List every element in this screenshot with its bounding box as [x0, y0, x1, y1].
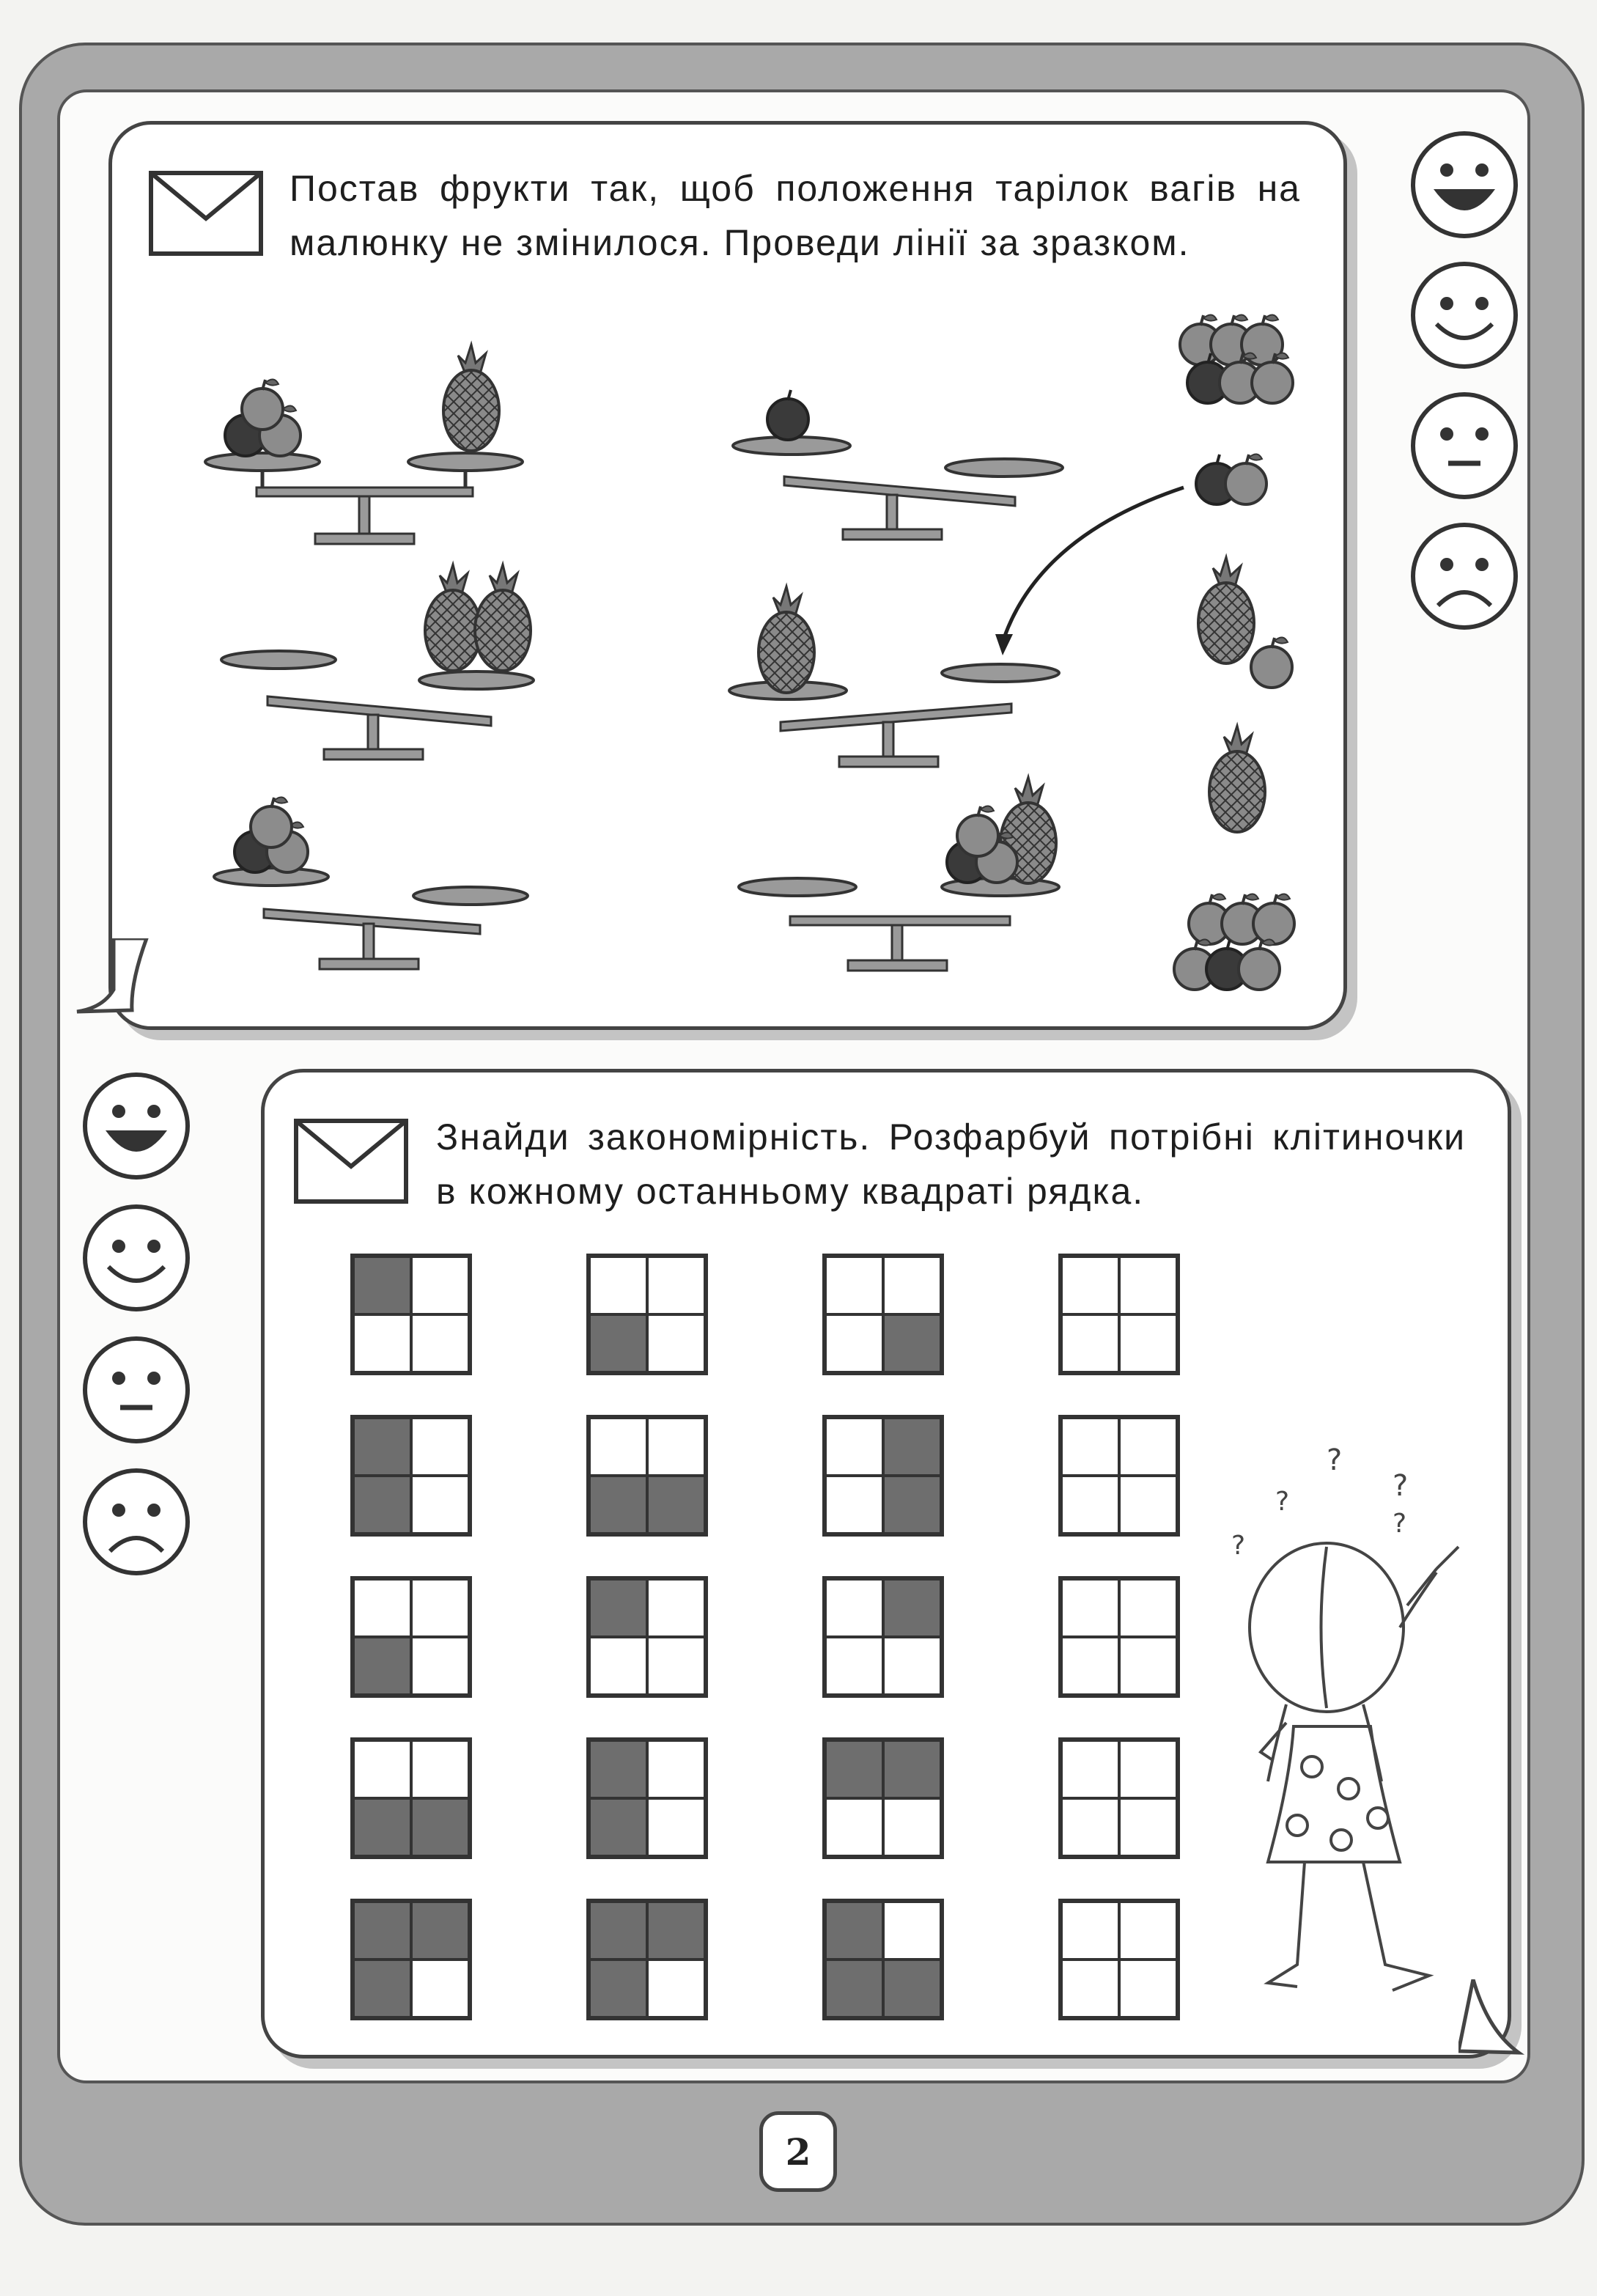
pattern-square	[822, 1899, 944, 2020]
grid-cell	[589, 1256, 647, 1314]
grid-cell[interactable]	[1119, 1740, 1177, 1798]
grid-cell	[647, 1256, 705, 1314]
page-number: 2	[785, 2130, 811, 2174]
grid-cell	[883, 1637, 941, 1695]
sad-face-icon[interactable]	[1409, 520, 1520, 632]
grid-cell	[647, 1902, 705, 1960]
grid-cell	[883, 1418, 941, 1476]
laughing-face-icon[interactable]	[81, 1070, 192, 1182]
grid-cell	[353, 1256, 411, 1314]
grid-cell	[353, 1476, 411, 1534]
grid-cell	[589, 1579, 647, 1637]
grid-cell	[411, 1418, 469, 1476]
grid-cell	[825, 1960, 883, 2017]
pattern-square	[350, 1415, 472, 1537]
answer-square[interactable]	[1058, 1415, 1180, 1537]
pattern-square	[586, 1415, 708, 1537]
scale-2	[221, 564, 534, 759]
grid-cell	[411, 1902, 469, 1960]
grid-cell	[825, 1256, 883, 1314]
grid-cell[interactable]	[1061, 1418, 1119, 1476]
neutral-face-icon[interactable]	[1409, 390, 1520, 501]
grid-cell[interactable]	[1119, 1314, 1177, 1372]
pattern-square	[350, 1737, 472, 1859]
pattern-square	[822, 1576, 944, 1698]
grid-cell	[825, 1902, 883, 1960]
grid-cell	[353, 1960, 411, 2017]
grid-cell	[411, 1740, 469, 1798]
grid-cell	[883, 1476, 941, 1534]
grid-cell	[883, 1960, 941, 2017]
grid-cell	[589, 1798, 647, 1856]
grid-cell	[825, 1740, 883, 1798]
grid-cell[interactable]	[1119, 1418, 1177, 1476]
grid-cell	[647, 1960, 705, 2017]
grid-cell	[647, 1637, 705, 1695]
grid-cell	[411, 1314, 469, 1372]
grid-cell[interactable]	[1061, 1476, 1119, 1534]
grid-cell	[825, 1314, 883, 1372]
grid-cell[interactable]	[1061, 1740, 1119, 1798]
svg-text:?: ?	[1393, 1469, 1409, 1503]
grid-cell[interactable]	[1061, 1314, 1119, 1372]
pattern-square	[350, 1576, 472, 1698]
grid-cell	[589, 1637, 647, 1695]
laughing-face-icon[interactable]	[1409, 129, 1520, 240]
grid-cell	[411, 1256, 469, 1314]
girl-illustration	[1217, 1437, 1488, 2016]
grid-cell	[647, 1579, 705, 1637]
svg-text:?: ?	[1393, 1509, 1407, 1539]
grid-cell	[353, 1637, 411, 1695]
grid-cell	[411, 1579, 469, 1637]
pattern-square	[586, 1899, 708, 2020]
scale-4	[733, 390, 1063, 540]
pattern-square	[822, 1737, 944, 1859]
grid-cell	[411, 1798, 469, 1856]
pattern-square	[350, 1254, 472, 1375]
task2-instruction: Знайди закономірність. Розфарбуй потрібні клітиночки в кожному останньому квадраті рядка.	[436, 1116, 1466, 1212]
grid-cell	[647, 1476, 705, 1534]
grid-cell[interactable]	[1061, 1256, 1119, 1314]
envelope-icon	[293, 1118, 409, 1204]
scale-1	[205, 345, 523, 544]
pattern-square	[586, 1576, 708, 1698]
scale-5	[729, 586, 1059, 767]
grid-cell	[411, 1476, 469, 1534]
smiling-face-icon[interactable]	[81, 1202, 192, 1314]
grid-cell	[883, 1902, 941, 1960]
grid-cell	[647, 1798, 705, 1856]
grid-cell	[589, 1418, 647, 1476]
svg-text:?: ?	[1275, 1487, 1290, 1517]
answer-square[interactable]	[1058, 1737, 1180, 1859]
grid-cell	[883, 1314, 941, 1372]
answer-square[interactable]	[1058, 1254, 1180, 1375]
grid-cell[interactable]	[1061, 1960, 1119, 2017]
answer-square[interactable]	[1058, 1899, 1180, 2020]
grid-cell	[353, 1798, 411, 1856]
fruit-options	[1174, 314, 1294, 990]
grid-cell	[589, 1314, 647, 1372]
grid-cell[interactable]	[1119, 1476, 1177, 1534]
grid-cell[interactable]	[1119, 1798, 1177, 1856]
grid-cell	[647, 1418, 705, 1476]
scales-illustration	[198, 301, 1312, 1004]
page-number-box	[759, 2111, 837, 2192]
grid-cell[interactable]	[1119, 1637, 1177, 1695]
task1-bubble-tail	[73, 938, 161, 1019]
grid-cell	[353, 1314, 411, 1372]
grid-cell	[353, 1418, 411, 1476]
grid-cell	[589, 1476, 647, 1534]
grid-cell	[883, 1579, 941, 1637]
grid-cell[interactable]	[1119, 1256, 1177, 1314]
grid-cell	[825, 1579, 883, 1637]
task1-instruction: Постав фрукти так, щоб положення тарілок вагів на малюнку не змінилося. Проведи лінії за зразком.	[289, 168, 1301, 263]
grid-cell[interactable]	[1119, 1902, 1177, 1960]
neutral-face-icon[interactable]	[81, 1334, 192, 1446]
grid-cell[interactable]	[1119, 1960, 1177, 2017]
pattern-square	[822, 1254, 944, 1375]
grid-cell	[825, 1798, 883, 1856]
grid-cell	[589, 1960, 647, 2017]
grid-cell	[647, 1314, 705, 1372]
grid-cell[interactable]	[1061, 1579, 1119, 1637]
grid-cell	[353, 1902, 411, 1960]
grid-cell	[411, 1637, 469, 1695]
grid-cell	[883, 1740, 941, 1798]
pattern-square	[586, 1737, 708, 1859]
grid-cell	[825, 1637, 883, 1695]
grid-cell	[825, 1476, 883, 1534]
envelope-icon	[148, 170, 264, 257]
smiling-face-icon[interactable]	[1409, 260, 1520, 371]
grid-cell[interactable]	[1061, 1637, 1119, 1695]
grid-cell[interactable]	[1061, 1902, 1119, 1960]
grid-cell	[411, 1960, 469, 2017]
grid-cell	[589, 1740, 647, 1798]
grid-cell	[353, 1740, 411, 1798]
grid-cell	[883, 1256, 941, 1314]
svg-text:?: ?	[1327, 1443, 1343, 1477]
pattern-square	[822, 1415, 944, 1537]
pattern-square	[350, 1899, 472, 2020]
grid-cell	[353, 1579, 411, 1637]
svg-text:?: ?	[1231, 1531, 1246, 1561]
grid-cell	[883, 1798, 941, 1856]
scale-6	[739, 777, 1059, 971]
grid-cell	[647, 1740, 705, 1798]
grid-cell[interactable]	[1119, 1579, 1177, 1637]
pattern-square	[586, 1254, 708, 1375]
sad-face-icon[interactable]	[81, 1466, 192, 1578]
grid-cell	[825, 1418, 883, 1476]
grid-cell[interactable]	[1061, 1798, 1119, 1856]
grid-cell	[589, 1902, 647, 1960]
scale-3	[214, 797, 528, 969]
example-arrow	[1004, 487, 1184, 638]
answer-square[interactable]	[1058, 1576, 1180, 1698]
